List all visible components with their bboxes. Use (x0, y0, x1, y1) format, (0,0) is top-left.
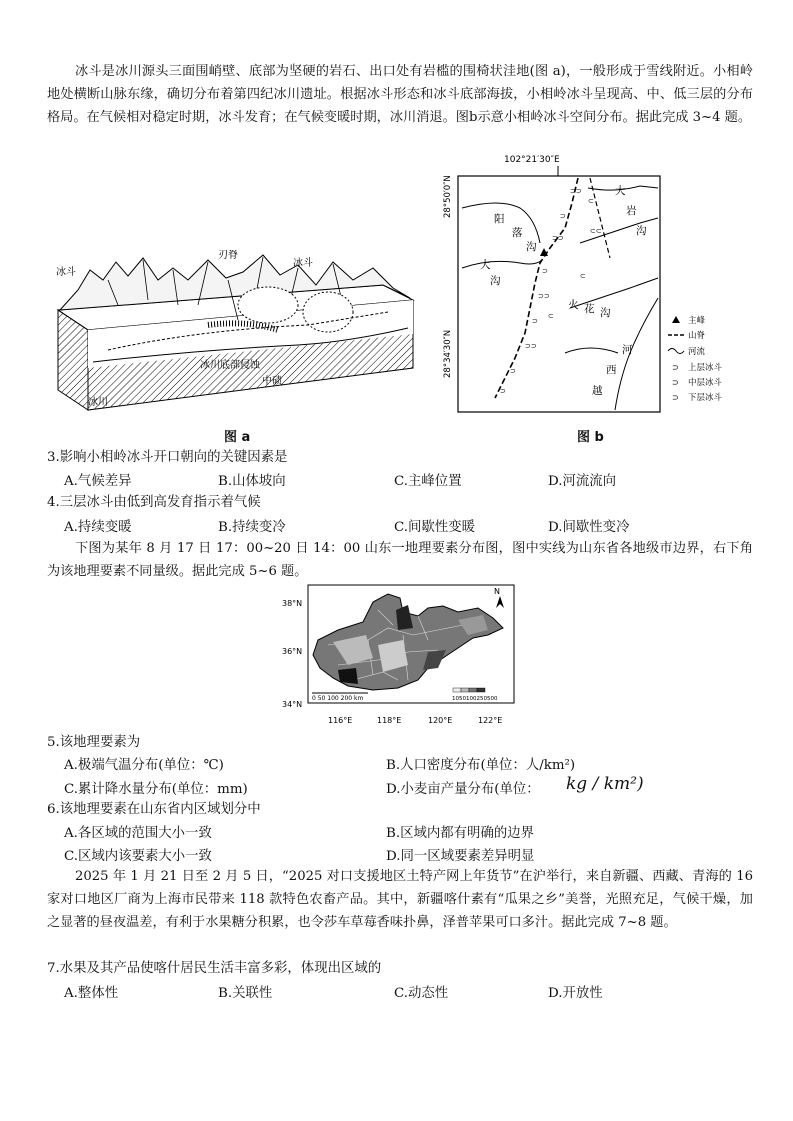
lon-116: 116°E (328, 716, 353, 725)
q5-option-d-unit: kg / km²) (566, 774, 644, 794)
label-glacier: 冰川 (88, 397, 108, 408)
question-4-stem: 4.三层冰斗由低到高发育指示着气候 (47, 495, 261, 510)
label-moraine: 中碛 (262, 376, 282, 387)
figure-b-map (440, 148, 770, 416)
svg-text:⊃: ⊃ (542, 267, 548, 275)
q3-option-a: A.气候差异 (64, 474, 132, 489)
q6-option-d: D.同一区域要素差异明显 (386, 849, 535, 864)
shandong-map (278, 580, 518, 730)
svg-text:⊂: ⊂ (588, 197, 594, 205)
svg-text:⊂: ⊂ (580, 272, 586, 280)
map-legend-values: 1050100250500 (452, 696, 498, 702)
svg-text:⊃: ⊃ (532, 317, 538, 325)
q4-option-b: B.持续变冷 (218, 520, 286, 535)
figure-a-diagram (48, 250, 428, 420)
lon-122: 122°E (478, 716, 503, 725)
place-luo: 落 (512, 227, 523, 239)
legend-middle-cirque: 中层冰斗 (688, 378, 723, 388)
svg-text:⊃: ⊃ (672, 393, 679, 402)
north-arrow-label: N (494, 587, 500, 596)
q7-option-c: C.动态性 (394, 986, 449, 1001)
place-yan: 岩 (626, 205, 637, 217)
svg-text:⊂: ⊂ (548, 312, 554, 320)
q5-option-d: D.小麦亩产量分布(单位： (386, 782, 540, 797)
place-gou3: 沟 (636, 225, 647, 237)
lat-34: 34°N (282, 700, 303, 709)
place-gou4: 沟 (600, 307, 611, 319)
svg-text:⊃: ⊃ (672, 363, 679, 372)
intro-paragraph-3: 2025 年 1 月 21 日至 2 月 5 日，“2025 对口支援地区土特产网上年货节”在沪举行，来自新疆、西藏、青海的 16 家对口地区厂商为上海市民带来 118 款特色农畜产品。其中，新疆喀什素有“瓜果之乡”美誉，光照充足，气候干燥，加之显著的昼夜温差，有利于水果糖分积累，也令莎车草莓香味扑鼻，泽普苹果可口多汁。据此完成 7~8 题。 (47, 869, 753, 930)
svg-text:⊂⊂: ⊂⊂ (590, 227, 602, 235)
figure-b-caption: 图 b (577, 430, 604, 445)
q7-option-b: B.关联性 (218, 986, 273, 1001)
place-gou2: 沟 (490, 275, 501, 287)
question-6-stem: 6.该地理要素在山东省内区域划分中 (47, 802, 261, 817)
q5-option-a: A.极端气温分布(单位：℃) (64, 758, 224, 773)
place-yang: 阳 (494, 213, 505, 225)
svg-text:⊃: ⊃ (672, 378, 679, 387)
q6-option-a: A.各区域的范围大小一致 (64, 826, 212, 841)
legend-upper-cirque: 上层冰斗 (688, 363, 723, 373)
q3-option-d: D.河流流向 (548, 474, 617, 489)
label-bingdou-right: 冰斗 (293, 258, 313, 269)
label-renji: 刃脊 (218, 250, 238, 261)
lat-label-bottom: 28°34′30″N (443, 329, 453, 378)
lon-118: 118°E (377, 716, 402, 725)
place-xi: 西 (606, 364, 617, 376)
svg-text:⊃⊃: ⊃⊃ (570, 187, 582, 195)
legend-ridge: 山脊 (688, 331, 706, 341)
lat-36: 36°N (282, 647, 303, 656)
intro-paragraph-2: 下图为某年 8 月 17 日 17：00~20 日 14：00 山东一地理要素分布图，图中实线为山东省各地级市边界，右下角为该地理要素不同量级。据此完成 5~6 题。 (47, 541, 753, 579)
svg-text:⊃: ⊃ (500, 387, 506, 395)
place-hua: 花 (584, 303, 595, 315)
lat-label-top: 28°50′0″N (443, 175, 453, 218)
peak-icon (672, 316, 680, 323)
intro-paragraph-1: 冰斗是冰川源头三面围峭壁、底部为坚硬的岩石、出口处有岩槛的围椅状洼地(图 a)，一般形成于雪线附近。小相岭地处横断山脉东缘，确切分布着第四纪冰川遗址。根据冰斗形态和冰斗底部海拔，小相岭冰斗呈现高、中、低三层的分布格局。在气候相对稳定时期，冰斗发育；在气候变暖时期，冰川消退。图b示意小相岭冰斗空间分布。据此完成 3~4 题。 (47, 64, 753, 125)
lat-38: 38°N (282, 599, 303, 608)
q3-option-b: B.山体坡向 (218, 474, 286, 489)
place-he: 河 (622, 344, 633, 356)
map-scale: 0 50 100 200 km (312, 695, 364, 702)
figure-a-caption: 图 a (224, 430, 251, 445)
question-7-stem: 7.水果及其产品使喀什居民生活丰富多彩，体现出区域的 (47, 961, 382, 976)
q7-option-d: D.开放性 (548, 986, 603, 1001)
svg-text:⊃⊃: ⊃⊃ (552, 234, 564, 242)
svg-text:⊃: ⊃ (560, 212, 566, 220)
lon-label: 102°21′30″E (504, 155, 560, 165)
lon-120: 120°E (428, 716, 453, 725)
q4-option-c: C.间歇性变暖 (394, 520, 475, 535)
q6-option-b: B.区域内都有明确的边界 (386, 826, 535, 841)
place-huo: 火 (568, 299, 579, 311)
question-3-stem: 3.影响小相岭冰斗开口朝向的关键因素是 (47, 450, 288, 465)
svg-text:⊃⊃: ⊃⊃ (525, 342, 537, 350)
place-yue: 越 (592, 385, 603, 397)
q4-option-d: D.间歇性变冷 (548, 520, 630, 535)
svg-text:⊃⊃: ⊃⊃ (538, 292, 550, 300)
place-da1: 大 (480, 259, 491, 271)
legend-river: 河流 (688, 347, 706, 357)
question-5-stem: 5.该地理要素为 (47, 735, 141, 750)
label-bottom-erosion: 冰川底部侵蚀 (200, 360, 260, 371)
q7-option-a: A.整体性 (64, 986, 119, 1001)
svg-text:⊃: ⊃ (510, 367, 516, 375)
legend-peak: 主峰 (688, 316, 706, 326)
q5-option-b: B.人口密度分布(单位：人/km²) (386, 758, 576, 773)
q6-option-c: C.区域内该要素大小一致 (64, 849, 212, 864)
q4-option-a: A.持续变暖 (64, 520, 132, 535)
place-da2: 大 (615, 185, 626, 197)
legend-lower-cirque: 下层冰斗 (688, 393, 723, 403)
label-bingdou-left: 冰斗 (56, 267, 76, 278)
q3-option-c: C.主峰位置 (394, 474, 462, 489)
q5-option-c: C.累计降水量分布(单位：mm) (64, 782, 248, 797)
place-gou1: 沟 (526, 241, 537, 253)
